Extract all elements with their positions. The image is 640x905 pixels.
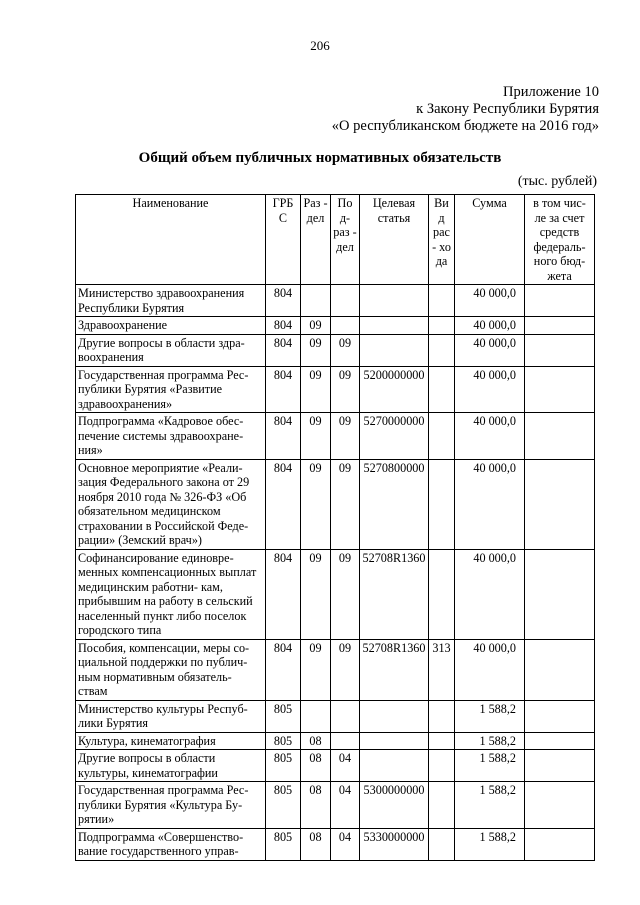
table-row xyxy=(76,334,595,366)
cell-vid xyxy=(429,459,455,549)
cell-vid xyxy=(429,732,455,750)
cell-name: Государственная программа Рес- публики Бурятия «Развитие здравоохранения» xyxy=(76,366,266,413)
table-row xyxy=(76,750,595,782)
cell-podrazdel: 09 xyxy=(331,459,360,549)
cell-vid xyxy=(429,366,455,413)
cell-name: Подпрограмма «Кадровое обес- печение системы здравоохране- ния» xyxy=(76,413,266,460)
cell-vid: 313 xyxy=(429,639,455,700)
cell-federal xyxy=(525,317,595,335)
appendix-block xyxy=(332,84,599,135)
cell-sum: 1 588,2 xyxy=(455,828,525,860)
cell-name: Другие вопросы в области здра- воохранения xyxy=(76,334,266,366)
cell-razdel: 08 xyxy=(301,732,331,750)
table-row xyxy=(76,317,595,335)
cell-sum: 1 588,2 xyxy=(455,782,525,829)
cell-federal xyxy=(525,334,595,366)
cell-target: 5270800000 xyxy=(360,459,429,549)
cell-sum: 40 000,0 xyxy=(455,639,525,700)
cell-vid xyxy=(429,413,455,460)
cell-name: Министерство культуры Респуб- лики Бурятия xyxy=(76,700,266,732)
cell-vid xyxy=(429,334,455,366)
cell-name: Пособия, компенсации, меры со- циальной поддержки по публич- ным нормативным обязатель- ствам xyxy=(76,639,266,700)
cell-grbs: 804 xyxy=(266,639,301,700)
cell-grbs: 804 xyxy=(266,366,301,413)
cell-sum: 40 000,0 xyxy=(455,459,525,549)
cell-federal xyxy=(525,366,595,413)
cell-podrazdel: 09 xyxy=(331,549,360,639)
cell-federal xyxy=(525,413,595,460)
cell-grbs: 804 xyxy=(266,317,301,335)
cell-target: 52708R1360 xyxy=(360,639,429,700)
cell-vid xyxy=(429,549,455,639)
cell-vid xyxy=(429,700,455,732)
cell-target xyxy=(360,285,429,317)
table-row xyxy=(76,700,595,732)
table-row xyxy=(76,782,595,829)
table-row xyxy=(76,639,595,700)
header-podrazdel: По д- раз - дел xyxy=(331,195,360,285)
cell-target: 5330000000 xyxy=(360,828,429,860)
cell-federal xyxy=(525,732,595,750)
cell-grbs: 805 xyxy=(266,700,301,732)
cell-federal xyxy=(525,782,595,829)
cell-razdel: 09 xyxy=(301,549,331,639)
cell-target xyxy=(360,317,429,335)
header-name: Наименование xyxy=(76,195,266,285)
cell-razdel: 09 xyxy=(301,639,331,700)
table-row xyxy=(76,732,595,750)
header-sum: Сумма xyxy=(455,195,525,285)
cell-grbs: 805 xyxy=(266,750,301,782)
appendix-line-1: Приложение 10 xyxy=(503,84,599,100)
cell-federal xyxy=(525,285,595,317)
cell-grbs: 804 xyxy=(266,285,301,317)
cell-target xyxy=(360,334,429,366)
table-row xyxy=(76,285,595,317)
cell-name: Другие вопросы в области культуры, кинематографии xyxy=(76,750,266,782)
cell-razdel xyxy=(301,285,331,317)
cell-federal xyxy=(525,549,595,639)
table-row xyxy=(76,366,595,413)
cell-razdel xyxy=(301,700,331,732)
cell-target: 5200000000 xyxy=(360,366,429,413)
cell-sum: 40 000,0 xyxy=(455,549,525,639)
cell-razdel: 09 xyxy=(301,413,331,460)
cell-federal xyxy=(525,639,595,700)
cell-grbs: 804 xyxy=(266,334,301,366)
cell-sum: 1 588,2 xyxy=(455,750,525,782)
cell-sum: 40 000,0 xyxy=(455,366,525,413)
cell-federal xyxy=(525,828,595,860)
cell-razdel: 08 xyxy=(301,828,331,860)
document-title: Общий объем публичных нормативных обязательств xyxy=(138,150,502,166)
cell-federal xyxy=(525,700,595,732)
table-row xyxy=(76,549,595,639)
cell-razdel: 08 xyxy=(301,782,331,829)
cell-razdel: 08 xyxy=(301,750,331,782)
cell-sum: 40 000,0 xyxy=(455,413,525,460)
cell-name: Министерство здравоохранения Республики Бурятия xyxy=(76,285,266,317)
table-row xyxy=(76,413,595,460)
header-grbs: ГРБ С xyxy=(266,195,301,285)
cell-razdel: 09 xyxy=(301,366,331,413)
page-number: 206 xyxy=(310,38,330,53)
cell-podrazdel xyxy=(331,317,360,335)
header-target: Целевая статья xyxy=(360,195,429,285)
cell-grbs: 804 xyxy=(266,549,301,639)
cell-sum: 1 588,2 xyxy=(455,732,525,750)
header-vid: Ви д рас - хо да xyxy=(429,195,455,285)
table-row xyxy=(76,459,595,549)
cell-vid xyxy=(429,828,455,860)
obligations-table xyxy=(75,194,595,861)
cell-name: Основное мероприятие «Реали- зация Федерального закона от 29 ноября 2010 года № 326-ФЗ «Об обязательном медицинском страховании в Российской Феде- рации» (Земский врач») xyxy=(76,459,266,549)
cell-target xyxy=(360,750,429,782)
cell-target: 5270000000 xyxy=(360,413,429,460)
cell-federal xyxy=(525,750,595,782)
cell-podrazdel xyxy=(331,285,360,317)
cell-podrazdel: 04 xyxy=(331,782,360,829)
header-razdel: Раз - дел xyxy=(301,195,331,285)
table-header-row xyxy=(76,195,595,285)
cell-name: Софинансирование единовре- менных компенсационных выплат медицинским работни- кам, прибывшим на работу в сельский населенный пункт либо поселок городского типа xyxy=(76,549,266,639)
cell-federal xyxy=(525,459,595,549)
cell-podrazdel: 04 xyxy=(331,828,360,860)
cell-target xyxy=(360,732,429,750)
units-label: (тыс. рублей) xyxy=(517,174,597,189)
cell-podrazdel xyxy=(331,732,360,750)
cell-grbs: 805 xyxy=(266,732,301,750)
cell-podrazdel xyxy=(331,700,360,732)
cell-sum: 40 000,0 xyxy=(455,285,525,317)
table-row xyxy=(76,828,595,860)
cell-name: Государственная программа Рес- публики Бурятия «Культура Бу- рятии» xyxy=(76,782,266,829)
cell-vid xyxy=(429,782,455,829)
cell-name: Подпрограмма «Совершенство- вание государственного управ- xyxy=(76,828,266,860)
cell-name: Культура, кинематография xyxy=(76,732,266,750)
cell-podrazdel: 09 xyxy=(331,639,360,700)
cell-target: 52708R1360 xyxy=(360,549,429,639)
appendix-line-3: «О республиканском бюджете на 2016 год» xyxy=(331,118,599,134)
table-body xyxy=(76,285,595,861)
cell-podrazdel: 09 xyxy=(331,334,360,366)
cell-grbs: 804 xyxy=(266,459,301,549)
cell-grbs: 804 xyxy=(266,413,301,460)
cell-podrazdel: 09 xyxy=(331,366,360,413)
cell-target: 5300000000 xyxy=(360,782,429,829)
cell-grbs: 805 xyxy=(266,782,301,829)
appendix-line-2: к Закону Республики Бурятия xyxy=(416,101,599,117)
cell-name: Здравоохранение xyxy=(76,317,266,335)
cell-podrazdel: 09 xyxy=(331,413,360,460)
cell-sum: 40 000,0 xyxy=(455,317,525,335)
header-federal: в том чис- ле за счет средств федераль- ного бюд- жета xyxy=(525,195,595,285)
cell-vid xyxy=(429,285,455,317)
cell-podrazdel: 04 xyxy=(331,750,360,782)
cell-razdel: 09 xyxy=(301,459,331,549)
cell-razdel: 09 xyxy=(301,317,331,335)
cell-razdel: 09 xyxy=(301,334,331,366)
cell-grbs: 805 xyxy=(266,828,301,860)
cell-sum: 1 588,2 xyxy=(455,700,525,732)
cell-vid xyxy=(429,750,455,782)
cell-sum: 40 000,0 xyxy=(455,334,525,366)
cell-target xyxy=(360,700,429,732)
cell-vid xyxy=(429,317,455,335)
